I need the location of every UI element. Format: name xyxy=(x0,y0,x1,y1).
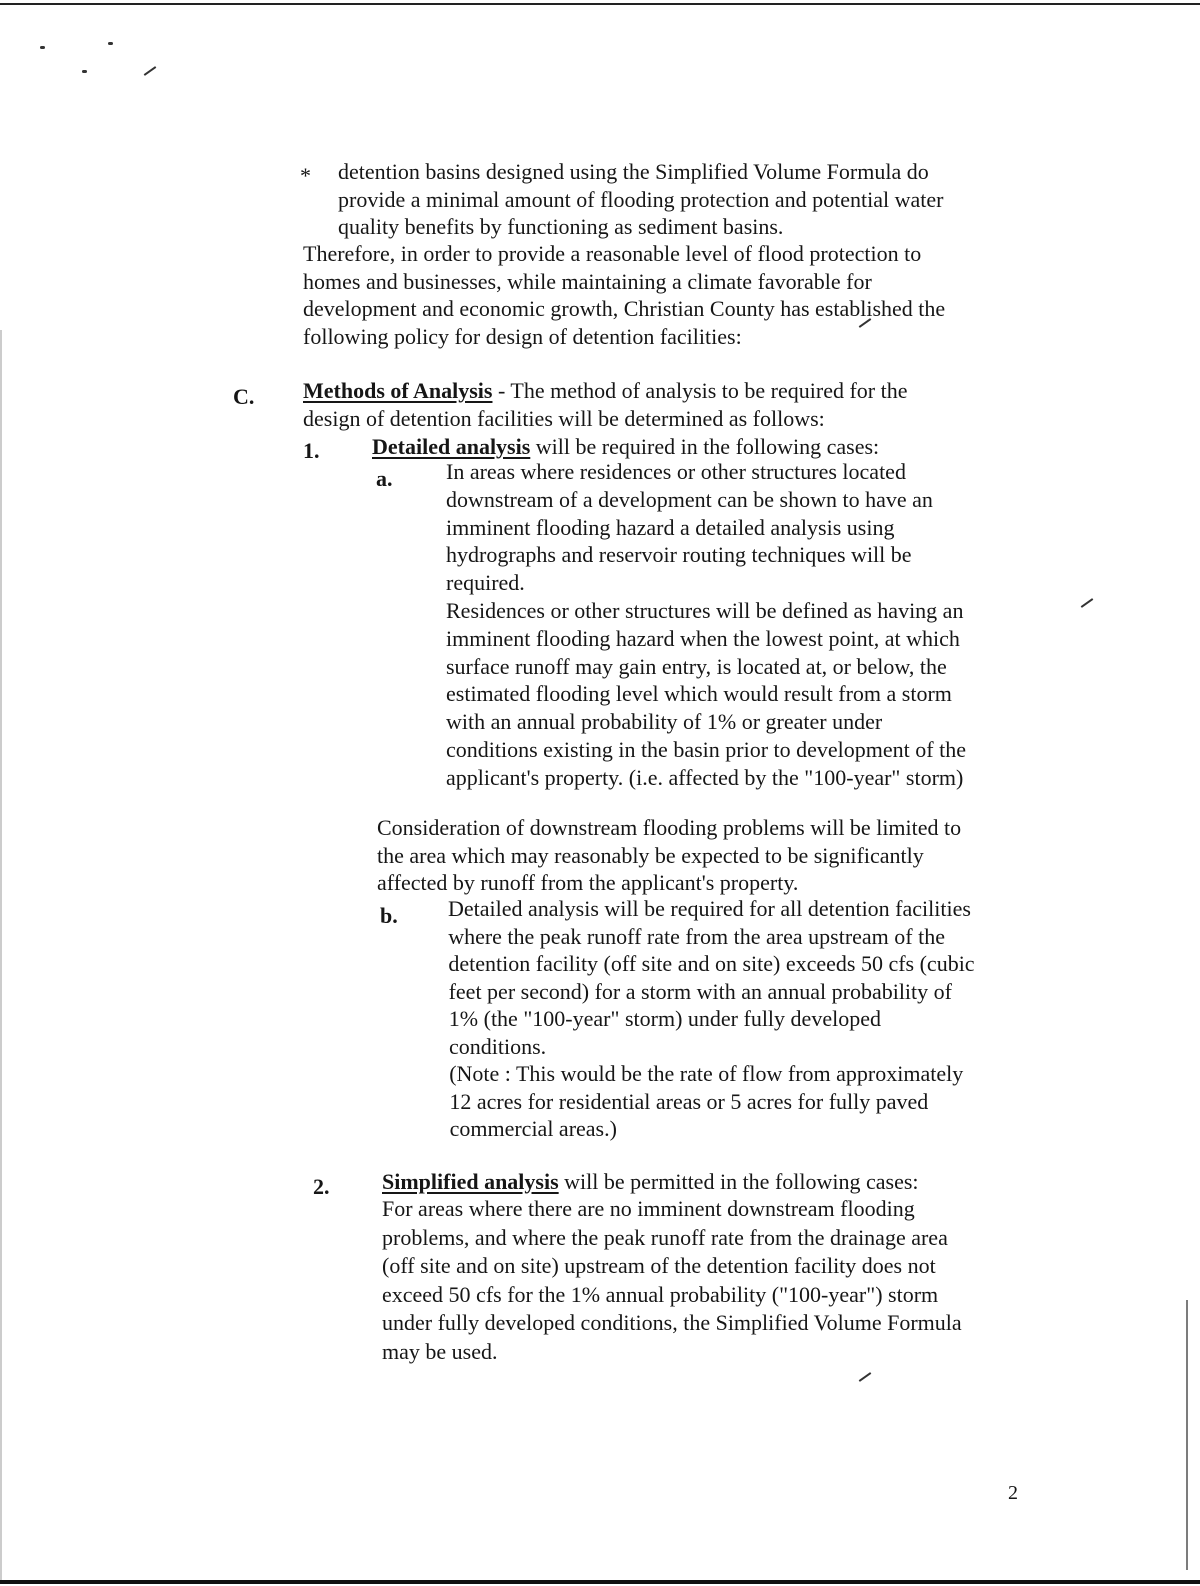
text-line: conditions existing in the basin prior to development of the xyxy=(446,737,966,762)
text-line: development and economic growth, Christian County has established the xyxy=(303,296,946,321)
text-line: where the peak runoff rate from the area upstream of the xyxy=(448,923,945,949)
text-line: imminent flooding hazard when the lowest point, at which xyxy=(446,625,960,651)
text-line: Consideration of downstream flooding problems will be limited to xyxy=(377,815,962,840)
text-line: commercial areas.) xyxy=(449,1116,617,1141)
text-line: Residences or other structures will be defined as having an xyxy=(446,598,964,623)
text-line: exceed 50 cfs for the 1% annual probability ("100-year") storm xyxy=(382,1281,939,1307)
page-number: 2 xyxy=(1008,1482,1018,1504)
text-line: detention facility (off site and on site) exceeds 50 cfs (cubic xyxy=(448,951,975,976)
text-line: (off site and on site) upstream of the detention facility does not xyxy=(382,1253,936,1278)
section-c-marker: C. xyxy=(233,384,255,409)
bullet-marker: * xyxy=(300,163,311,188)
text-line: imminent flooding hazard a detailed analysis using xyxy=(446,514,895,540)
text-line: (Note : This would be the rate of flow from approximately xyxy=(449,1061,964,1086)
section-c-heading-rest: - The method of analysis to be required for the xyxy=(492,378,908,403)
item-1a-marker: a. xyxy=(376,466,393,491)
text-line: For areas where there are no imminent downstream flooding xyxy=(382,1196,915,1221)
item-1-heading-rest: will be required in the following cases: xyxy=(530,434,880,459)
item-2-marker: 2. xyxy=(313,1174,330,1199)
text-line: required. xyxy=(446,570,525,596)
scan-right-edge xyxy=(1186,1300,1188,1570)
text-line: In areas where residences or other structures located xyxy=(446,459,906,484)
item-2-heading: Simplified analysis xyxy=(382,1169,559,1194)
item-2-heading-line xyxy=(382,1168,919,1196)
text-line: Therefore, in order to provide a reasonable level of flood protection to xyxy=(303,241,922,266)
section-c-heading-line xyxy=(303,377,908,405)
text-line: Detailed analysis will be required for all detention facilities xyxy=(448,896,971,921)
text-line: provide a minimal amount of flooding protection and potential water xyxy=(338,186,944,212)
scan-top-edge xyxy=(0,3,1200,5)
item-1-heading: Detailed analysis xyxy=(372,434,531,459)
text-line: with an annual probability of 1% or greater under xyxy=(446,709,883,735)
text-line: downstream of a development can be shown to have an xyxy=(446,486,933,512)
text-line: problems, and where the peak runoff rate from the drainage area xyxy=(382,1224,948,1250)
section-c-line-2: design of detention facilities will be determined as follows: xyxy=(303,406,825,431)
text-line: estimated flooding level which would result from a storm xyxy=(446,681,952,707)
scan-left-edge xyxy=(0,330,2,1580)
text-line: surface runoff may gain entry, is located at, or below, the xyxy=(446,653,947,679)
item-1-marker: 1. xyxy=(303,438,320,463)
text-line: 12 acres for residential areas or 5 acres for fully paved xyxy=(449,1088,929,1114)
text-line: affected by runoff from the applicant's property. xyxy=(377,870,799,895)
check-mark xyxy=(859,1372,872,1382)
text-line: conditions. xyxy=(449,1033,547,1059)
scan-bottom-edge xyxy=(0,1580,1200,1584)
text-line: applicant's property. (i.e. affected by the "100-year" storm) xyxy=(446,764,964,790)
text-line: quality benefits by functioning as sediment basins. xyxy=(338,214,784,239)
scan-speck xyxy=(82,70,87,73)
text-line: following policy for design of detention facilities: xyxy=(303,323,742,349)
check-mark xyxy=(1081,598,1094,608)
item-1-heading-line xyxy=(372,433,879,461)
section-c-heading: Methods of Analysis xyxy=(303,378,493,403)
text-line: detention basins designed using the Simplified Volume Formula do xyxy=(338,159,929,184)
text-line: feet per second) for a storm with an annual probability of xyxy=(448,978,952,1004)
check-mark xyxy=(144,66,157,76)
scan-speck xyxy=(108,42,113,45)
text-line: hydrographs and reservoir routing techniques will be xyxy=(446,542,912,568)
text-line: 1% (the "100-year" storm) under fully developed xyxy=(448,1006,881,1031)
item-2-heading-rest: will be permitted in the following cases: xyxy=(558,1169,919,1194)
text-line: the area which may reasonably be expected to be significantly xyxy=(377,842,924,868)
item-1b-marker: b. xyxy=(380,903,398,928)
text-line: may be used. xyxy=(382,1338,498,1364)
scan-speck xyxy=(40,46,45,49)
text-line: under fully developed conditions, the Simplified Volume Formula xyxy=(382,1310,962,1335)
text-line: homes and businesses, while maintaining a climate favorable for xyxy=(303,268,872,294)
